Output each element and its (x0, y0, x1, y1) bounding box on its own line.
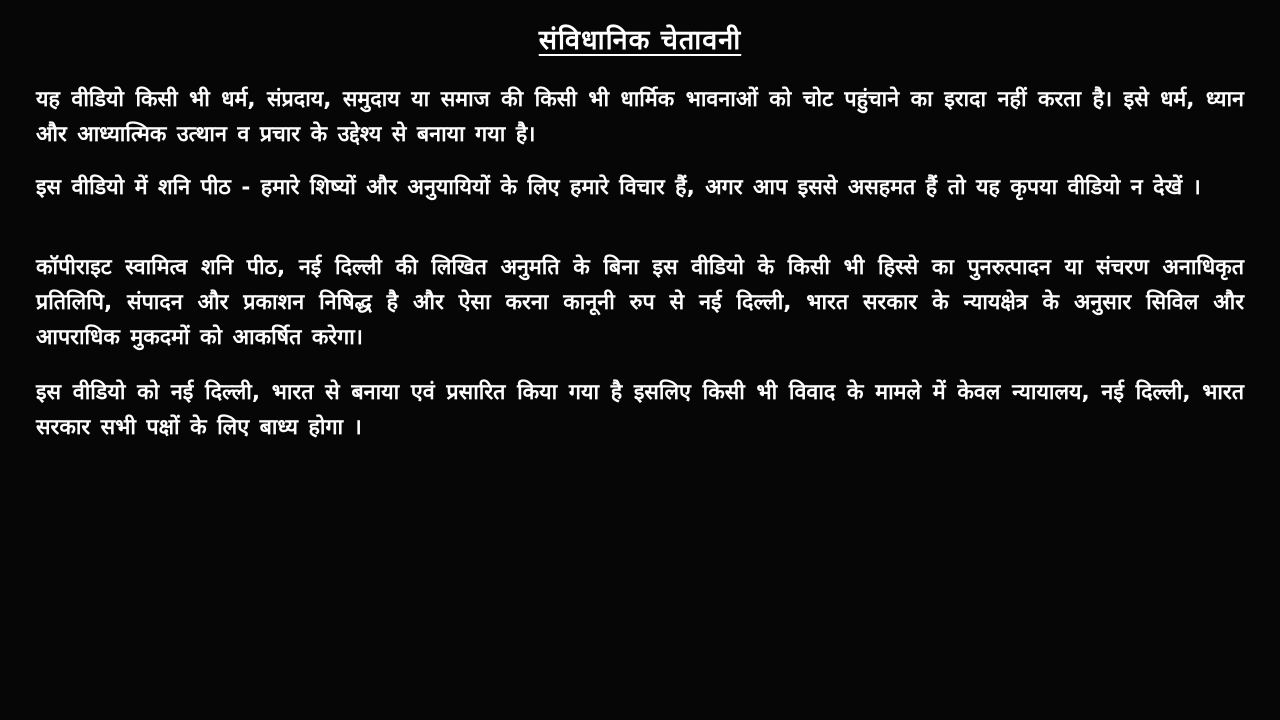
disclaimer-paragraph-1: यह वीडियो किसी भी धर्म, संप्रदाय, समुदाय या समाज की किसी भी धार्मिक भावनाओं को चोट पहुंचाने का इरादा नहीं करता है। इसे धर्म, ध्यान और आध्यात्मिक उत्थान व प्रचार के उद्देश्य से बनाया गया है। (36, 87, 1244, 147)
page-title: संविधानिक चेतावनी (538, 25, 742, 56)
disclaimer-paragraph-4: इस वीडियो को नई दिल्ली, भारत से बनाया एवं प्रसारित किया गया है इसलिए किसी भी विवाद के मामले में केवल न्यायालय, नई दिल्ली, भारत सरकार सभी पक्षों के लिए बाध्य होगा । (36, 379, 1244, 440)
disclaimer-paragraph-3: कॉपीराइट स्वामित्व शनि पीठ, नई दिल्ली की लिखित अनुमति के बिना इस वीडियो के किसी भी हिस्से का पुनरुत्पादन या संचरण अनाधिकृत प्रतिलिपि, संपादन और प्रकाशन निषिद्ध है और ऐसा करना कानूनी रुप से नई दिल्ली, भारत सरकार के न्यायक्षेत्र के अनुसार सिविल और आपराधिक मुकदमों को आकर्षित करेगा। (36, 255, 1244, 351)
disclaimer-paragraph-2: इस वीडियो में शनि पीठ - हमारे शिष्यों और अनुयायियों के लिए हमारे विचार हैं, अगर आप इससे असहमत हैं तो यह कृपया वीडियो न देखें । (36, 174, 1201, 200)
